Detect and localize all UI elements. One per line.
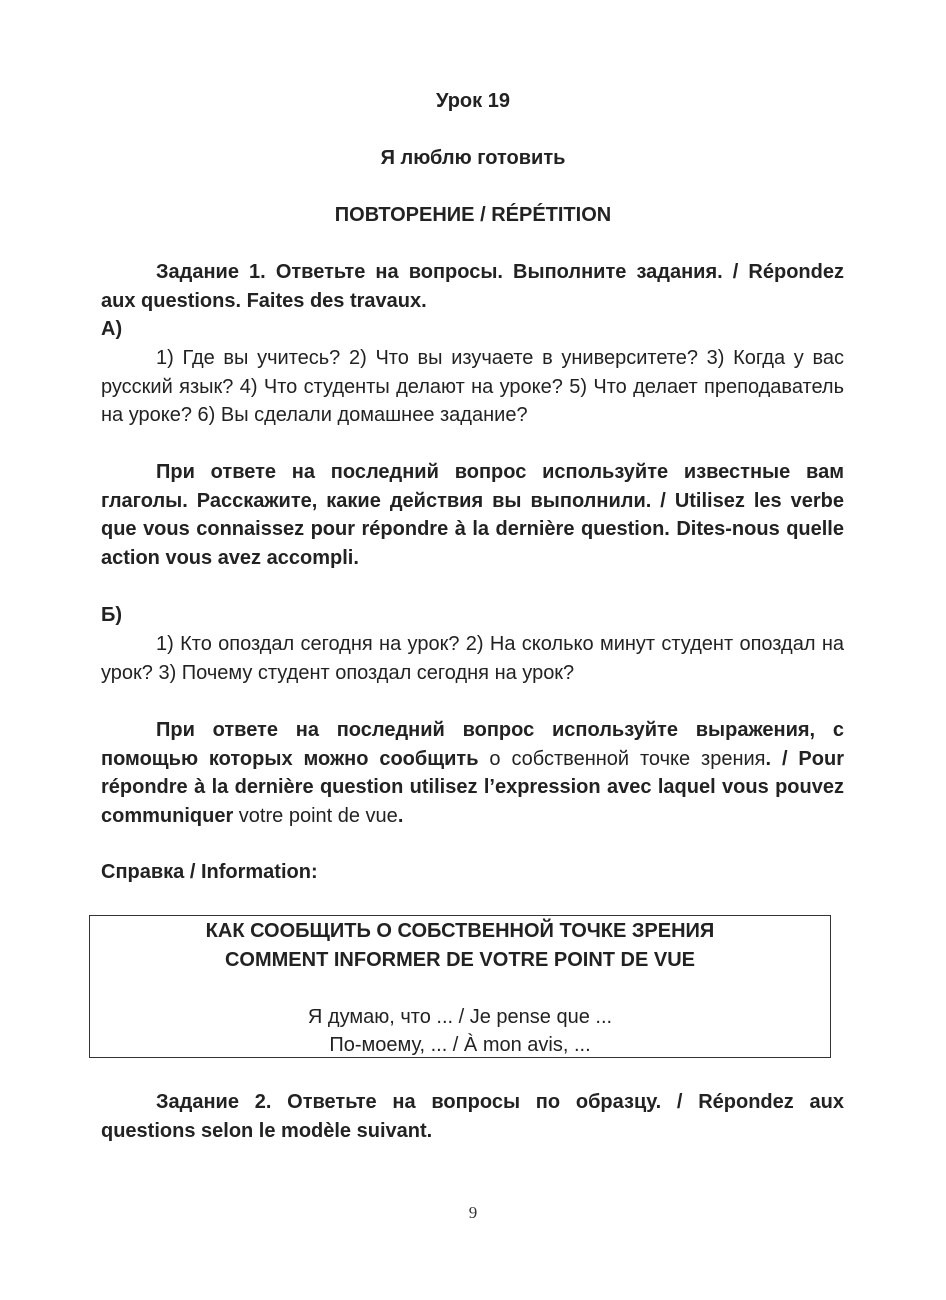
task1-heading: Задание 1. Ответьте на вопросы. Выполните задания. / Répondez aux questions. Faites des travaux.: [101, 261, 844, 312]
box-line-2: По-моему, ... / À mon avis, ...: [329, 1034, 591, 1056]
box-title-fr: COMMENT INFORMER DE VOTRE POINT DE VUE: [224, 949, 696, 971]
lesson-subtitle: Я люблю готовить: [380, 147, 566, 169]
part-a-questions: 1) Где вы учитесь? 2) Что вы изучаете в университете? 3) Когда у вас русский язык? 4) Что студенты делают на уроке? 5) Что делает преподаватель на уроке? 6) Вы сделали домашнее задание?: [101, 347, 844, 427]
box-title-ru: КАК СООБЩИТЬ О СОБСТВЕННОЙ ТОЧКЕ ЗРЕНИЯ: [205, 920, 715, 942]
instruction-normal-1: о собственной точке зрения: [478, 747, 766, 770]
part-b-instruction: [101, 716, 844, 831]
section-title: ПОВТОРЕНИЕ / RÉPÉTITION: [334, 204, 612, 226]
part-b-questions: 1) Кто опоздал сегодня на урок? 2) На сколько минут студент опоздал на урок? 3) Почему студент опоздал сегодня на урок?: [101, 633, 844, 684]
reference-label: Справка / Information:: [101, 861, 318, 883]
page-number: 9: [468, 1203, 478, 1222]
task2-heading: Задание 2. Ответьте на вопросы по образцу. / Répondez aux questions selon le modèle suivant.: [101, 1091, 844, 1142]
part-a-instruction: При ответе на последний вопрос используйте известные вам глаголы. Расскажите, какие действия вы выполнили. / Utilisez les verbe que vous connaissez pour répondre à la dernière question. Dites-nous quelle action vous avez accompli.: [101, 461, 844, 570]
box-line-1: Я думаю, что ... / Je pense que ...: [307, 1006, 613, 1028]
instruction-bold-1: При ответе на последний вопрос используйте выражения, с помощью которых можно сообщить: [101, 719, 844, 770]
instruction-bold-2: . / Pour répondre à la dernière question utilisez l’expression avec laquel vous pouvez communiquer: [101, 747, 844, 828]
lesson-number: Урок 19: [436, 90, 510, 112]
instruction-normal-2: votre point de vue: [233, 805, 398, 828]
part-b-label: Б): [101, 604, 123, 626]
part-a-label: А): [101, 318, 123, 340]
instruction-bold-3: .: [397, 805, 404, 828]
reference-box: [89, 915, 831, 1058]
